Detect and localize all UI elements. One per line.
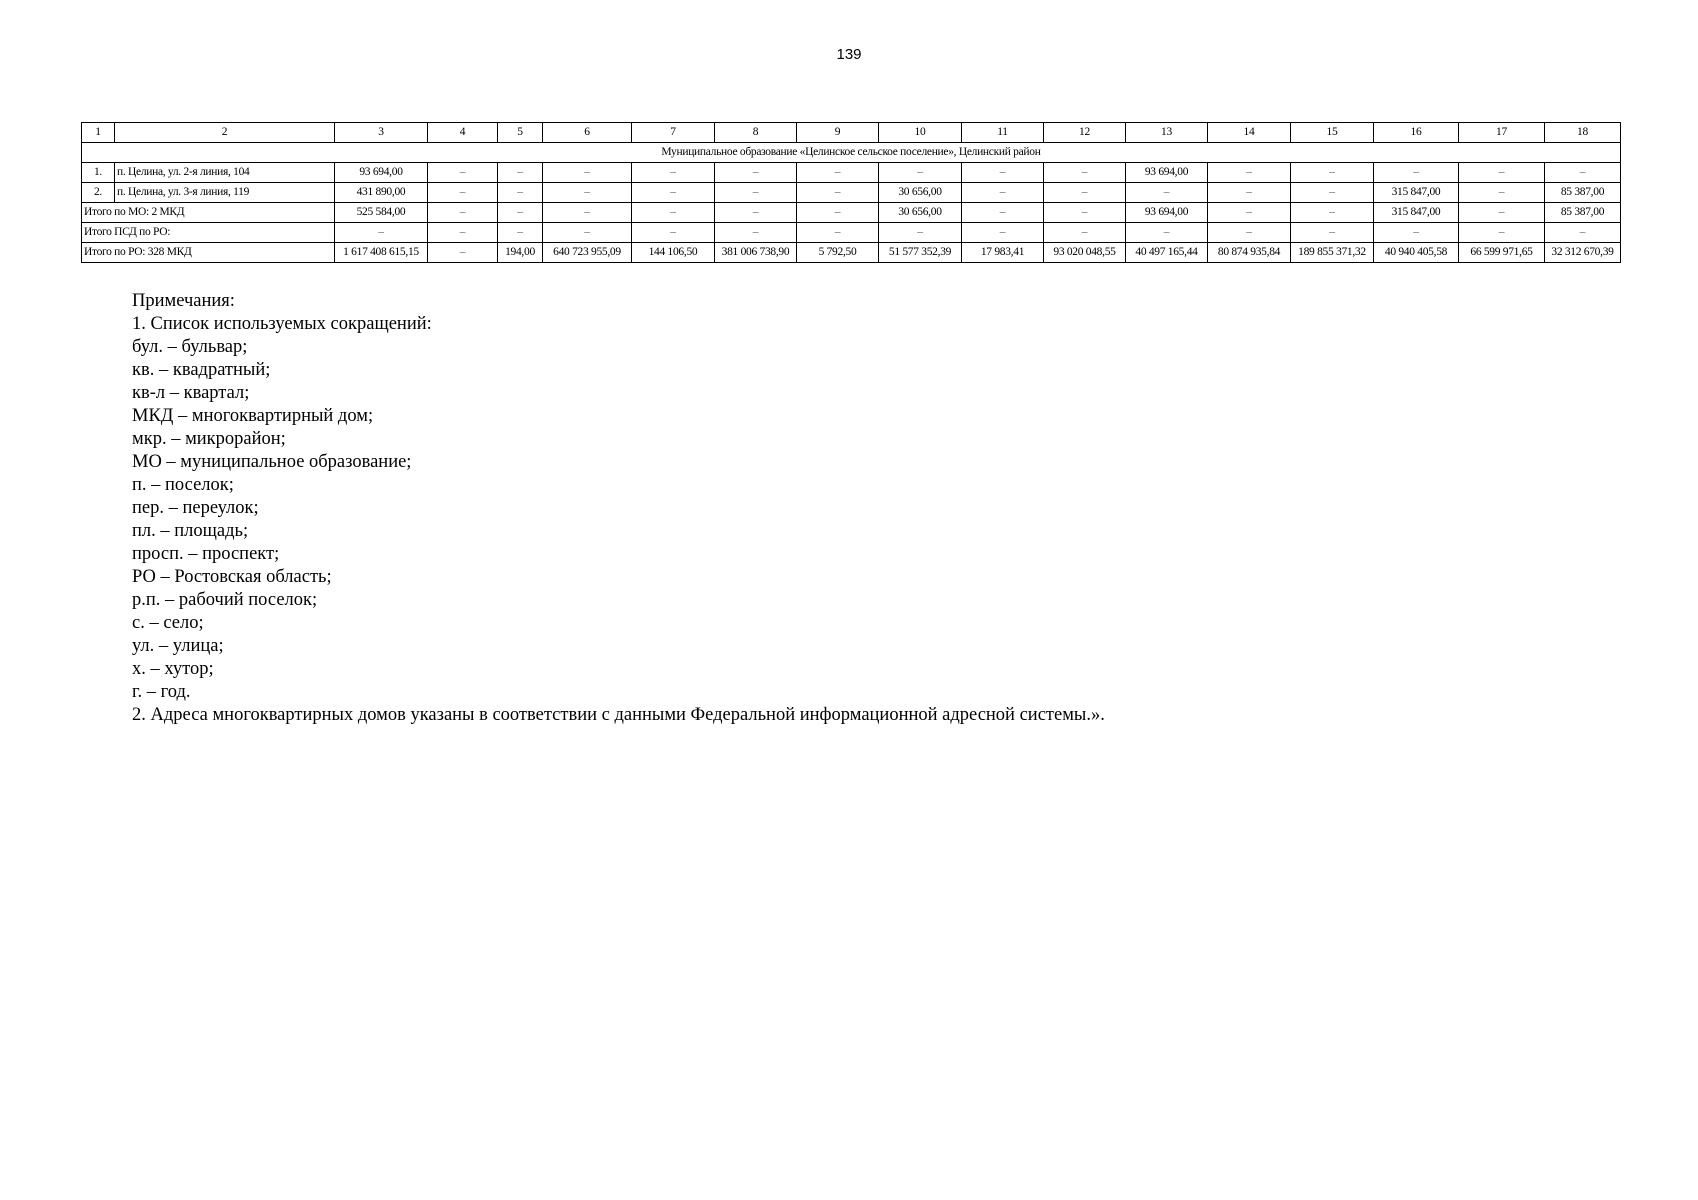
table-cell: – [498,203,543,223]
table-cell: 194,00 [498,243,543,263]
table-cell: 381 006 738,90 [715,243,797,263]
table-cell: 40 940 405,58 [1374,243,1459,263]
table-cell: – [632,163,715,183]
total-row [82,243,1621,263]
total-row [82,203,1621,223]
table-cell: 85 387,00 [1545,183,1621,203]
note-line: мкр. – микрорайон; [132,429,286,449]
table-cell: – [715,223,797,243]
table-cell: – [1459,223,1545,243]
column-header: 9 [797,123,879,143]
table-cell: 30 656,00 [879,183,962,203]
column-header: 12 [1044,123,1126,143]
table-cell: – [335,223,428,243]
table-body [82,123,1621,263]
table-cell: – [543,183,632,203]
table-cell: – [1126,183,1208,203]
table-cell: 93 694,00 [335,163,428,183]
table-cell: – [962,203,1044,223]
note-line: МКД – многоквартирный дом; [132,406,374,426]
table-cell: – [543,163,632,183]
note-line: х. – хутор; [132,659,214,679]
table-cell: – [428,163,498,183]
column-header: 14 [1208,123,1291,143]
note-line: ул. – улица; [132,636,224,656]
column-header: 8 [715,123,797,143]
table-cell: – [543,223,632,243]
table-cell: – [498,223,543,243]
page-number: 139 [836,46,862,63]
row-number: 1. [82,163,115,183]
row-number: 2. [82,183,115,203]
column-header: 13 [1126,123,1208,143]
note-line: р.п. – рабочий поселок; [132,590,318,610]
note-line: Примечания: [132,291,235,311]
note-line: 1. Список используемых сокращений: [132,314,432,334]
table-cell: 144 106,50 [632,243,715,263]
table-cell: – [1459,163,1545,183]
column-header: 4 [428,123,498,143]
table-cell: 525 584,00 [335,203,428,223]
note-line: г. – год. [132,682,191,702]
column-header: 1 [82,123,115,143]
table-cell: – [797,183,879,203]
table-row [82,183,1621,203]
table-cell: – [632,223,715,243]
table-cell: 93 694,00 [1126,203,1208,223]
column-header: 3 [335,123,428,143]
column-header: 11 [962,123,1044,143]
total-row [82,223,1621,243]
table-cell: – [1459,183,1545,203]
table-cell: – [797,223,879,243]
note-line: пер. – переулок; [132,498,259,518]
data-table [81,122,1621,263]
column-header: 5 [498,123,543,143]
table-cell: 431 890,00 [335,183,428,203]
table-cell: – [1291,183,1374,203]
table-cell: 40 497 165,44 [1126,243,1208,263]
section-row [82,143,1621,163]
table-cell: 5 792,50 [797,243,879,263]
table-cell: 32 312 670,39 [1545,243,1621,263]
table-cell: – [797,203,879,223]
table-cell: – [543,203,632,223]
note-line: РО – Ростовская область; [132,567,332,587]
row-address: п. Целина, ул. 2-я линия, 104 [115,163,335,183]
table-cell: – [1044,163,1126,183]
table-cell: – [1374,223,1459,243]
table-cell: 189 855 371,32 [1291,243,1374,263]
column-header: 16 [1374,123,1459,143]
table-cell: – [428,203,498,223]
table-cell: – [632,203,715,223]
table-cell: – [1208,163,1291,183]
table-cell: – [962,223,1044,243]
table-cell: – [428,183,498,203]
table-cell: – [715,203,797,223]
table-cell: – [962,163,1044,183]
table-cell: – [797,163,879,183]
table-cell: 640 723 955,09 [543,243,632,263]
table-cell: 51 577 352,39 [879,243,962,263]
column-header: 17 [1459,123,1545,143]
table-cell: 30 656,00 [879,203,962,223]
total-label: Итого по РО: 328 МКД [82,243,335,263]
note-line: кв-л – квартал; [132,383,250,403]
table-cell: – [1459,203,1545,223]
table-cell: – [632,183,715,203]
column-header: 6 [543,123,632,143]
table-cell: – [1208,183,1291,203]
table-cell: – [1545,223,1621,243]
column-header: 10 [879,123,962,143]
table-cell: – [428,223,498,243]
table-cell: – [498,183,543,203]
note-line: просп. – проспект; [132,544,280,564]
note-line: кв. – квадратный; [132,360,271,380]
table-cell: – [1126,223,1208,243]
table-cell: 1 617 408 615,15 [335,243,428,263]
table-cell: 315 847,00 [1374,183,1459,203]
table-cell: – [1374,163,1459,183]
table-cell: 80 874 935,84 [1208,243,1291,263]
row-address: п. Целина, ул. 3-я линия, 119 [115,183,335,203]
table-cell: 315 847,00 [1374,203,1459,223]
table-cell: – [1545,163,1621,183]
table-cell: 93 694,00 [1126,163,1208,183]
table-cell: 17 983,41 [962,243,1044,263]
table-cell: – [428,243,498,263]
table-cell: – [879,223,962,243]
column-header: 18 [1545,123,1621,143]
note-line: п. – поселок; [132,475,234,495]
notes-section [132,290,1582,727]
table-cell: 93 020 048,55 [1044,243,1126,263]
table-cell: – [962,183,1044,203]
table-cell: – [1291,203,1374,223]
table-cell: – [1044,223,1126,243]
table-cell: – [1291,223,1374,243]
table-row [82,163,1621,183]
note-line: 2. Адреса многоквартирных домов указаны в соответствии с данными Федеральной информационной адресной системы.». [132,705,1105,725]
table-cell: 66 599 971,65 [1459,243,1545,263]
table-cell: – [498,163,543,183]
table-cell: 85 387,00 [1545,203,1621,223]
table-cell: – [715,183,797,203]
note-line: бул. – бульвар; [132,337,248,357]
total-label: Итого ПСД по РО: [82,223,335,243]
total-label: Итого по МО: 2 МКД [82,203,335,223]
note-line: МО – муниципальное образование; [132,452,412,472]
table-cell: – [1044,183,1126,203]
table-cell: – [1208,203,1291,223]
table-cell: – [1291,163,1374,183]
column-header: 15 [1291,123,1374,143]
table-cell: – [715,163,797,183]
note-line: с. – село; [132,613,204,633]
column-header: 2 [115,123,335,143]
table-cell: – [1044,203,1126,223]
table-cell: – [1208,223,1291,243]
header-row [82,123,1621,143]
note-line: пл. – площадь; [132,521,249,541]
column-header: 7 [632,123,715,143]
table-cell: – [879,163,962,183]
section-title: Муниципальное образование «Целинское сельское поселение», Целинский район [82,143,1621,163]
